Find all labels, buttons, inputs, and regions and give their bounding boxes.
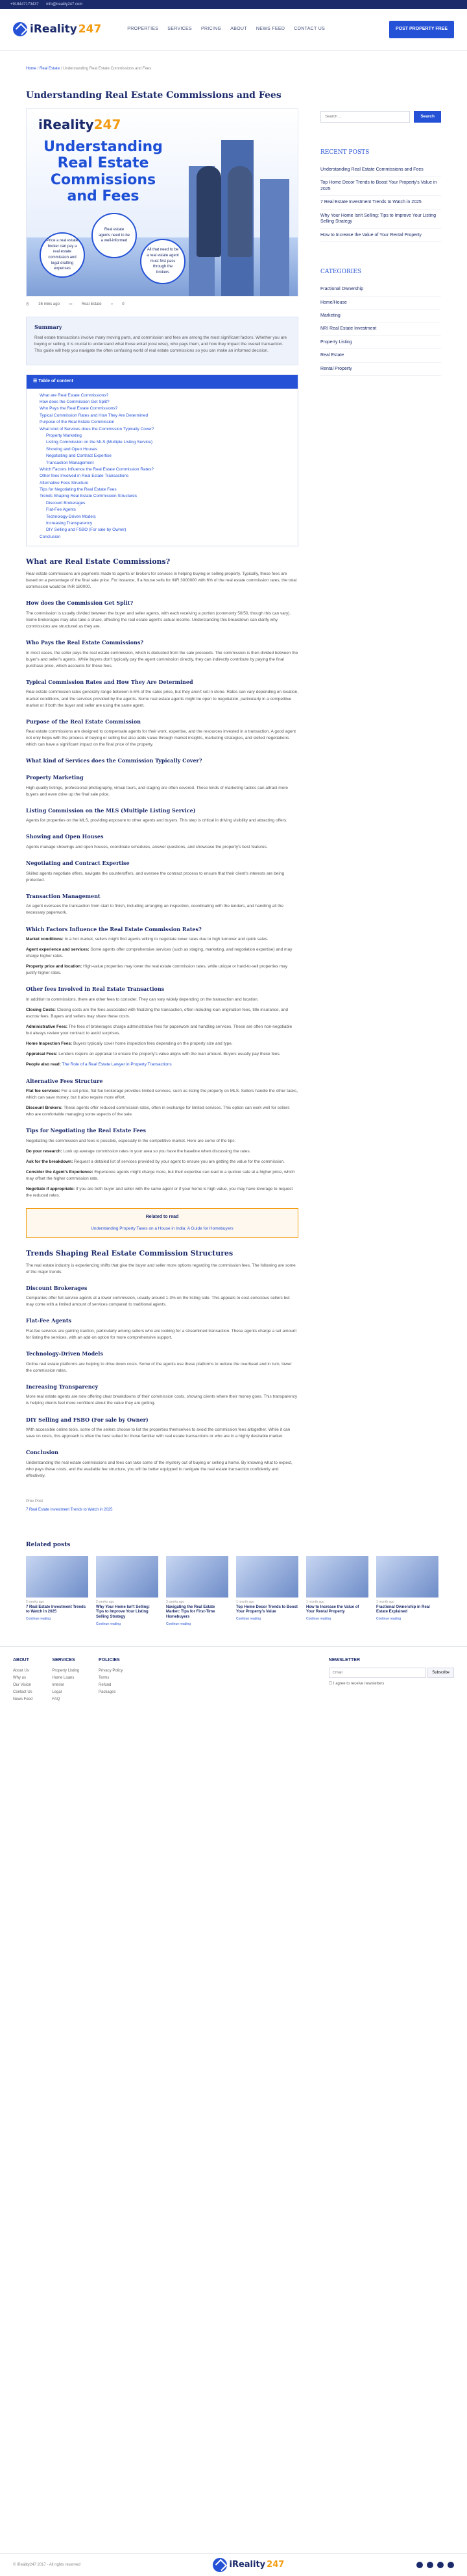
- toc-item[interactable]: What are Real Estate Commissions?: [40, 393, 109, 398]
- item-text: Request a detailed list of services provided by your agent to ensure you are getting the value for the commission.: [74, 1160, 285, 1165]
- folder-icon: ▭: [68, 302, 73, 306]
- footer-link[interactable]: Home Loans: [52, 1676, 75, 1681]
- paragraph: Flat-fee services are gaining traction, particularly among sellers who are looking for a streamlined transaction. These agents charge a set amount for listing the services, with an add-on option for more comprehensive support.: [26, 1328, 297, 1340]
- subsection-heading: Flat-Fee Agents: [26, 1317, 72, 1324]
- toc-item[interactable]: Negotiating and Contract Expertise: [46, 454, 112, 459]
- item-text: Buyers typically cover home inspection fees depending on the property size and type.: [73, 1041, 233, 1047]
- footer-column-title: ABOUT: [13, 1658, 29, 1663]
- related-post-date: 2 weeks ago: [26, 1600, 45, 1605]
- paragraph: Understanding the real estate commissions and fees can take some of the mystery out of buying or selling a home. By knowing what to expect, who pays these costs, and the available fee structure, you will be better equipped to navigate the real estate transaction confidently and effectively.: [26, 1460, 293, 1478]
- copyright: © iReality247 2017 - All rights reserved: [13, 2562, 80, 2567]
- list-item: [26, 1186, 298, 1199]
- section-heading: Other fees Involved in Real Estate Transactions: [26, 986, 165, 993]
- toc-item[interactable]: Increasing Transparency: [46, 521, 93, 526]
- item-key: Consider the Agent's Experience:: [26, 1170, 93, 1175]
- nav-contact[interactable]: CONTACT US: [294, 27, 326, 32]
- newsletter-title: NEWSLETTER: [328, 1658, 361, 1663]
- subscribe-button[interactable]: Subscribe: [427, 1668, 454, 1678]
- breadcrumb: Home / Real Estate / Understanding Real Estate Commissions and Fees: [26, 67, 152, 71]
- subsection-heading: Showing and Open Houses: [26, 833, 104, 840]
- subsection-heading: Property Marketing: [26, 774, 84, 781]
- related-post-card[interactable]: [376, 1556, 438, 1627]
- section-heading: What are Real Estate Commissions?: [26, 557, 171, 566]
- subsection-heading: Technology-Driven Models: [26, 1350, 103, 1357]
- footer-column-title: SERVICES: [52, 1658, 75, 1663]
- toc-item[interactable]: DIY Selling and FSBO (For sale by Owner): [46, 528, 126, 533]
- tips-list: [26, 1148, 298, 1199]
- footer-link[interactable]: Contact Us: [13, 1690, 32, 1694]
- footer-link[interactable]: Property Listing: [52, 1669, 80, 1673]
- search-input[interactable]: [320, 111, 410, 123]
- footer-column: [99, 1657, 123, 1703]
- prev-post-label: Prev Post: [26, 1500, 43, 1503]
- related-post-thumbnail[interactable]: [306, 1556, 368, 1598]
- item-key: Ask for the breakdown:: [26, 1160, 73, 1165]
- item-key: Home Inspection Fees:: [26, 1041, 73, 1047]
- site-logo[interactable]: iReality 247: [13, 21, 101, 38]
- list-item: [26, 1041, 298, 1047]
- categories-list: [320, 283, 441, 376]
- nav-services[interactable]: SERVICES: [167, 27, 192, 32]
- footer-link[interactable]: FAQ: [52, 1697, 60, 1701]
- related-post-title[interactable]: Navigating the Real Estate Market: Tips for First-Time Homebuyers: [166, 1605, 215, 1620]
- related-post-card[interactable]: [26, 1556, 88, 1627]
- subsection-heading: Discount Brokerages: [26, 1284, 88, 1291]
- recent-posts-title: RECENT POSTS: [320, 149, 370, 156]
- related-posts: [0, 1541, 467, 1627]
- list-item: [26, 1088, 298, 1101]
- toc-item[interactable]: Trends Shaping Real Estate Commission Structures: [40, 494, 138, 499]
- footer-link[interactable]: Why us: [13, 1676, 27, 1681]
- footer-column: [13, 1657, 32, 1703]
- list-item: [26, 947, 298, 960]
- item-text: These agents offer reduced commission rates, often in exchange for limited services. This option can work well for sellers who are comfortable managing some aspects of the sale.: [26, 1106, 290, 1117]
- paragraph: In most cases, the seller pays the real estate commission, which is deducted from the sale proceeds. The commission is then divided between the buyer's and seller's agents. While buyers don't typically pay the agent commission directly, they can indirectly contribute by paying the final purchase price, which accounts for these fees.: [26, 650, 298, 668]
- list-item: [26, 1169, 298, 1182]
- item-key: Flat fee services:: [26, 1089, 60, 1094]
- item-text: Closing costs are the fees associated with finalizing the transaction, often including loan origination fees, title insurance, and escrow fees. Buyers and sellers may share these costs.: [26, 1008, 288, 1019]
- phone-link[interactable]: +918447173437: [10, 2, 39, 6]
- summary-text: Real estate transactions involve many moving parts, and commission and fees are among the most significant factors. Whether you are buying or selling, it is crucial to understand what those entail (cost wise), who pays them, and how they impact the overall transaction. This guide will help you navigate the often confusing world of real estate commissions so you can make an informed decision.: [34, 335, 287, 354]
- section-heading: Which Factors Influence the Real Estate Commission Rates?: [26, 925, 202, 932]
- related-post-title[interactable]: How to Increase the Value of Your Rental Property: [306, 1605, 359, 1614]
- subsection-heading: Transaction Management: [26, 892, 101, 899]
- related-post-thumbnail[interactable]: [166, 1556, 228, 1598]
- post-navigation: [26, 1499, 298, 1513]
- footer-bottom-bar: [0, 2553, 467, 2576]
- related-post-title[interactable]: Top Home Decor Trends to Boost Your Property's Value: [236, 1605, 298, 1614]
- section-heading: Typical Commission Rates and How They Are Determined: [26, 678, 193, 685]
- list-item: [26, 1024, 298, 1037]
- section-heading: Purpose of the Real Estate Commission: [26, 718, 141, 725]
- factor-list: [26, 936, 298, 977]
- item-text: Experience agents might charge more, but their expertise can lead to a quicker sale at a higher price, which may offset the higher commission rate.: [26, 1170, 295, 1182]
- post-time: 36 mins ago: [38, 302, 60, 306]
- list-item: [26, 1051, 298, 1058]
- item-key: Market conditions:: [26, 937, 64, 942]
- footer-logo[interactable]: iReality 247: [213, 2558, 285, 2572]
- facebook-icon[interactable]: [416, 2562, 423, 2568]
- continue-reading-link[interactable]: Continue reading: [96, 1622, 121, 1627]
- footer-link[interactable]: News Feed: [13, 1697, 33, 1701]
- paragraph: Online real estate platforms are helping to drive down costs. Some of the agents use these platforms to reduce the overhead and in turn, lower the commission rates.: [26, 1361, 292, 1373]
- newsletter: [329, 1657, 454, 1703]
- toc-item[interactable]: Typical Commission Rates and How They Are Determined: [40, 413, 149, 418]
- paragraph: High-quality listings, professional photography, virtual tours, and staging are often covered. These kinds of marketing tactics can attract more buyers and even drive up the final sale price.: [26, 785, 289, 797]
- item-text: Look up average commission rates in your area so you have the baseline when discussing the rates.: [63, 1149, 251, 1154]
- category-link[interactable]: Rental Property: [320, 363, 441, 376]
- toc-item[interactable]: Other fees Involved in Real Estate Transactions: [40, 474, 129, 479]
- nav-about[interactable]: ABOUT: [230, 27, 247, 32]
- paragraph: Real estate commissions are designed to compensate agents for their work, expertise, and the resources invested in a transaction. A good agent not only helps with the process of buying or selling but also adds value through market insights, marketing strategies, and skilled negotiations which can have a significant impact on the final price of the property.: [26, 729, 296, 747]
- toc-item[interactable]: Transaction Management: [46, 460, 94, 465]
- hero-title: Understanding Real Estate Commissions and Fees: [43, 138, 163, 204]
- continue-reading-link[interactable]: Continue reading: [26, 1617, 51, 1622]
- paragraph: Skilled agents negotiate offers, navigate the counteroffers, and oversee the contract process to ensure that their client's interests are being protected.: [26, 871, 285, 882]
- category-link[interactable]: Fractional Ownership: [320, 283, 441, 296]
- paragraph: Companies offer full-service agents at a lower commission, usually around 1-3% on the listing side. This appeals to cost-conscious sellers but may come with a limited amount of services compared to traditional agents.: [26, 1296, 290, 1307]
- nav-properties[interactable]: PROPERTIES: [127, 27, 159, 32]
- item-key: Property price and location:: [26, 964, 82, 969]
- toc-item[interactable]: Discount Brokerages: [46, 500, 86, 505]
- toc-item[interactable]: Tips for Negotiating the Real Estate Fees: [40, 487, 117, 492]
- footer-link[interactable]: Packages: [99, 1690, 116, 1694]
- section-heading: Who Pays the Real Estate Commissions?: [26, 639, 144, 646]
- logo-mark-icon: [13, 22, 27, 36]
- main-nav: [127, 26, 325, 32]
- footer-column: [52, 1657, 79, 1703]
- related-post-card[interactable]: [166, 1556, 228, 1627]
- table-of-contents: [26, 374, 298, 546]
- footer-link[interactable]: Legal: [52, 1690, 62, 1694]
- comment-count[interactable]: 0: [122, 302, 125, 306]
- list-item: [26, 1007, 298, 1020]
- item-key: Agent experience and services:: [26, 947, 90, 953]
- site-header: [0, 9, 467, 51]
- clock-icon: ◷: [26, 302, 30, 306]
- related-posts-row: [26, 1556, 441, 1627]
- item-key: Discount Brokers:: [26, 1106, 63, 1111]
- footer-link[interactable]: About Us: [13, 1669, 29, 1673]
- item-key: Administrative Fees:: [26, 1025, 67, 1030]
- toc-item[interactable]: Conclusion: [40, 534, 61, 539]
- sidebar: [320, 108, 441, 1525]
- nav-pricing[interactable]: PRICING: [200, 27, 222, 32]
- breadcrumb-current: Understanding Real Estate Commissions and Fees: [63, 67, 152, 71]
- related-post-card[interactable]: [236, 1556, 298, 1627]
- youtube-icon[interactable]: [448, 2562, 454, 2568]
- toc-list: [27, 389, 298, 546]
- toc-item[interactable]: Which Factors Influence the Real Estate Commission Rates?: [40, 467, 154, 472]
- item-text: In a hot market, sellers might find agents willing to negotiate lower rates due to high turnover and quick sales.: [64, 937, 269, 942]
- list-icon: ☰: [33, 379, 39, 384]
- related-post-date: 3 weeks ago: [166, 1600, 185, 1605]
- continue-reading-link[interactable]: Continue reading: [306, 1617, 331, 1622]
- paragraph: With accessible online tools, some of the sellers choose to list the properties themselves to avoid the commission fees altogether. While it can save on costs, this approach is often the best suited for those familiar with real estate transactions or who are in a highly desirable market.: [26, 1428, 291, 1439]
- consent-checkbox[interactable]: ☐: [328, 1682, 333, 1686]
- toc-item[interactable]: Property Marketing: [46, 433, 82, 438]
- toc-item[interactable]: Purpose of the Real Estate Commission: [40, 420, 115, 425]
- email-link[interactable]: info@ireality247.com: [46, 2, 83, 6]
- paragraph: An agent oversees the transaction from start to finish, including arranging an inspection, coordinating with the lenders, and handling all the necessary paperwork.: [26, 904, 284, 916]
- footer-link[interactable]: Privacy Policy: [99, 1669, 123, 1673]
- footer-link[interactable]: Refund: [99, 1683, 112, 1688]
- hero-logo: iReality247: [38, 116, 121, 132]
- categories-title: CATEGORIES: [320, 269, 362, 276]
- breadcrumb-section[interactable]: Real Estate: [40, 67, 60, 71]
- logo-mark-icon: [213, 2558, 227, 2572]
- paragraph: Real estate commission rates generally range between 5-6% of the sales price, but they aren't set in stone. Rates can vary depending on location, market conditions, and the services provided by the agents. Some real estate agents might be open to negotiation, particularly in a competitive market or if both the buyer and seller are using the same agent.: [26, 690, 299, 708]
- recent-post-link[interactable]: 7 Real Estate Investment Trends to Watch in 2025: [320, 196, 441, 209]
- paragraph: More real estate agents are now offering clear breakdowns of their commission costs, showing clients where their money goes. This transparency is helping clients feel more confident about the value they are getting.: [26, 1394, 298, 1406]
- twitter-icon[interactable]: [450, 1, 457, 8]
- linkedin-icon[interactable]: [427, 2562, 433, 2568]
- item-key: Do your research:: [26, 1149, 62, 1154]
- related-post-thumbnail[interactable]: [236, 1556, 298, 1598]
- related-post-date: 1 month ago: [376, 1600, 394, 1605]
- list-item: [26, 936, 298, 943]
- subsection-heading: DIY Selling and FSBO (For sale by Owner): [26, 1416, 149, 1423]
- related-post-date: 2 weeks ago: [96, 1600, 115, 1605]
- footer-link[interactable]: Terms: [99, 1676, 110, 1681]
- paragraph: The real estate industry is experiencing shifts that give the buyer and seller more options regarding the commission fees. The following are some of the major trends:: [26, 1263, 296, 1274]
- comment-icon: ○: [110, 302, 114, 306]
- site-footer: [0, 1646, 467, 1703]
- post-property-button[interactable]: POST PROPERTY FREE: [389, 21, 454, 38]
- page-title: Understanding Real Estate Commissions and Fees: [26, 90, 281, 101]
- toc-item[interactable]: Flat-Fee Agents: [46, 507, 76, 513]
- breadcrumb-home[interactable]: Home: [26, 67, 37, 71]
- agent-figure-right: [228, 166, 252, 257]
- category-link[interactable]: NRI Real Estate Investment: [320, 322, 441, 335]
- category-link[interactable]: Property Listing: [320, 336, 441, 349]
- facebook-icon[interactable]: [409, 1, 415, 8]
- related-post-title[interactable]: Why Your Home Isn't Selling: Tips to Improve Your Listing Selling Strategy: [96, 1605, 150, 1620]
- section-heading: Conclusion: [26, 1449, 58, 1456]
- linkedin-icon[interactable]: [419, 1, 425, 8]
- list-item: [26, 964, 298, 977]
- related-post-card[interactable]: [96, 1556, 158, 1627]
- item-key: Negotiate if appropriate:: [26, 1187, 75, 1192]
- related-read-box: [26, 1208, 298, 1237]
- list-item: [26, 1148, 298, 1155]
- related-label: Related to read: [145, 1215, 179, 1220]
- youtube-icon[interactable]: [440, 1, 446, 8]
- item-text: High-value properties may lower the real estate commission rates, while unique or hard-to-sell properties may justify higher rates.: [26, 964, 288, 976]
- consent-label: I agree to receive newsletters: [333, 1682, 385, 1686]
- related-post-title[interactable]: 7 Real Estate Investment Trends to Watch in 2025: [26, 1605, 86, 1614]
- paragraph: Real estate commissions are payments made to agents or brokers for services in helping buying or selling property. Typically, these fees are based on a percentage of the final sale price. For instance, if a house sells for INR 3000000 with 6% of the real estate commission rates, the total commission would be INR 180000.: [26, 572, 297, 590]
- toc-item[interactable]: How does the Commission Get Split?: [40, 399, 110, 404]
- continue-reading-link[interactable]: Continue reading: [376, 1617, 401, 1622]
- recent-post-link[interactable]: Understanding Real Estate Commissions and Fees: [320, 164, 441, 176]
- related-read-link[interactable]: Understanding Property Taxes on a House in India: A Guide for Homebuyers: [91, 1226, 234, 1231]
- instagram-icon[interactable]: [429, 1, 436, 8]
- section-heading: Alternative Fees Structure: [26, 1077, 103, 1084]
- toc-header[interactable]: ☰ Table of content: [27, 375, 298, 388]
- subsection-heading: Negotiating and Contract Expertise: [26, 860, 130, 867]
- alt-fee-list: [26, 1088, 298, 1118]
- paragraph: Agents list properties on the MLS, providing exposure to other agents and buyers. This step is critical in driving visibility and attracting offers.: [26, 818, 287, 823]
- prev-post-link[interactable]: 7 Real Estate Investment Trends to Watch in 2025: [26, 1507, 113, 1512]
- related-post-thumbnail[interactable]: [96, 1556, 158, 1598]
- search-button[interactable]: Search: [414, 111, 441, 123]
- item-key: Appraisal Fees:: [26, 1052, 58, 1057]
- list-item: [26, 1105, 298, 1118]
- recent-posts-list: [320, 164, 441, 242]
- recent-post-link[interactable]: Why Your Home Isn't Selling: Tips to Improve Your Listing Selling Strategy: [320, 210, 441, 229]
- newsletter-email-input[interactable]: [329, 1668, 426, 1678]
- item-text: Some agents offer comprehensive services (such as staging, marketing, and negotiation expertise) and may charge higher rates.: [26, 947, 293, 959]
- toc-item[interactable]: What kind of Services does the Commission Typically Cover?: [40, 426, 154, 431]
- article: [26, 108, 298, 1525]
- continue-reading-link[interactable]: Continue reading: [166, 1622, 191, 1627]
- section-heading: Tips for Negotiating the Real Estate Fees: [26, 1127, 146, 1134]
- instagram-icon[interactable]: [437, 2562, 444, 2568]
- section-heading: Trends Shaping Real Estate Commission Structures: [26, 1248, 234, 1258]
- item-text: If you are both buyer and seller with the same agent or if your home is high value, you may have leverage to request the reduced rates.: [26, 1187, 293, 1198]
- continue-reading-link[interactable]: Continue reading: [236, 1617, 261, 1622]
- recent-post-link[interactable]: Top Home Decor Trends to Boost Your Property's Value in 2025: [320, 176, 441, 196]
- toc-item[interactable]: Alternative Fees Structure: [40, 480, 89, 485]
- social-icons: [409, 1, 457, 8]
- summary-title: Summary: [34, 323, 62, 330]
- section-heading: What kind of Services does the Commission Typically Cover?: [26, 757, 202, 764]
- related-post-date: 1 month ago: [236, 1600, 254, 1605]
- toc-item[interactable]: Showing and Open Houses: [46, 446, 98, 452]
- summary-box: [26, 317, 298, 366]
- related-post-date: 1 month ago: [306, 1600, 324, 1605]
- hero-bubble-1: Price a real estate broker can pay a real estate commission and legal drafting expenses: [40, 232, 85, 278]
- hero-bubble-2: Real estate agents need to be a well-informed: [91, 213, 137, 258]
- article-meta: [26, 302, 298, 308]
- subsection-heading: Listing Commission on the MLS (Multiple Listing Service): [26, 807, 196, 814]
- category-link[interactable]: Real Estate: [320, 349, 441, 362]
- section-heading: How does the Commission Get Split?: [26, 600, 134, 607]
- subsection-heading: Increasing Transparency: [26, 1383, 99, 1390]
- footer-link[interactable]: Interior: [52, 1683, 65, 1688]
- agent-figure-left: [197, 166, 221, 257]
- footer-link[interactable]: Our Vision: [13, 1683, 31, 1688]
- item-text: The fees of brokerages charge administrative fees for paperwork and handling services. These are often non-negotiable but always review your contract to avoid surprises.: [26, 1025, 293, 1036]
- footer-column-title: POLICIES: [99, 1658, 120, 1663]
- toc-item[interactable]: Who Pays the Real Estate Commissions?: [40, 406, 118, 411]
- also-read-link[interactable]: The Role of a Real Estate Lawyer in Property Transactions: [62, 1062, 172, 1067]
- category-link[interactable]: Marketing: [320, 310, 441, 322]
- paragraph: In addition to commissions, there are other fees to consider. They can vary widely depending on the transaction and location.: [26, 997, 259, 1002]
- related-post-card[interactable]: [306, 1556, 368, 1627]
- related-post-thumbnail[interactable]: [376, 1556, 438, 1598]
- item-text: Lenders require an appraisal to ensure the property's value aligns with the loan amount. Buyers usually pay these fees.: [58, 1052, 281, 1057]
- paragraph: Negotiating the commission and fees is possible, especially in the competitive market. Here are some of the tips:: [26, 1138, 236, 1143]
- top-bar: [0, 0, 467, 9]
- hero-image: [26, 108, 298, 297]
- item-key: Closing Costs:: [26, 1008, 56, 1013]
- also-read: People also read: The Role of a Real Estate Lawyer in Property Transactions: [26, 1062, 172, 1067]
- related-post-thumbnail[interactable]: [26, 1556, 88, 1598]
- nav-news-feed[interactable]: NEWS FEED: [256, 27, 285, 32]
- toc-item[interactable]: Listing Commission on the MLS (Multiple Listing Service): [46, 440, 153, 445]
- related-post-title[interactable]: Fractional Ownership in Real Estate Explained: [376, 1605, 430, 1614]
- related-posts-title: Related posts: [26, 1542, 71, 1549]
- paragraph: Agents manage showings and open houses, coordinate schedules, answer questions, and showcase the property's best features.: [26, 845, 268, 849]
- paragraph: The commission is usually divided between the buyer and seller agents, with each receiving a portion (commonly 50/50, though this can vary). Some brokerages may also take a share, affecting the real estate agent's actual income. Understanding this breakdown can clarify why commissions are structured as they are.: [26, 611, 291, 629]
- category-link[interactable]: Home/House: [320, 297, 441, 310]
- item-text: For a set price, flat fee brokerage provides limited services, such as listing the property on MLS. Sellers handle the other tasks, which can save money, but it also require more effort.: [26, 1089, 298, 1100]
- toc-item[interactable]: Technology-Driven Models: [46, 514, 96, 519]
- fee-list: [26, 1007, 298, 1058]
- search-form: [320, 111, 441, 123]
- footer-social-icons: [416, 2562, 454, 2568]
- hero-bubble-3: All that need to be a real estate agent must first pass through the brokers: [140, 239, 186, 284]
- list-item: [26, 1159, 298, 1165]
- recent-post-link[interactable]: How to Increase the Value of Your Rental Property: [320, 229, 441, 242]
- post-category[interactable]: Real Estate: [81, 302, 102, 306]
